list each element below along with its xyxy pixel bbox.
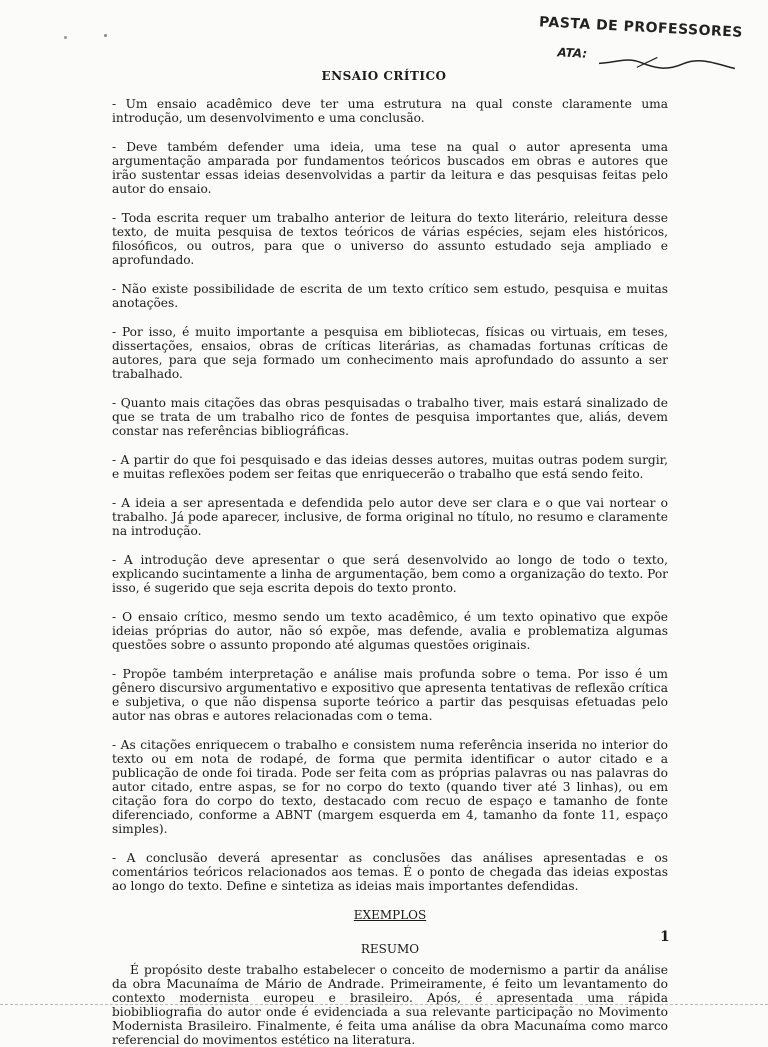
paragraph: - Propõe também interpretação e análise mais profunda sobre o tema. Por isso é um gênero discursivo argumentativo e expositivo que apresenta tentativas de reflexão crítica e subjetiva, o que não dispensa suporte teórico a partir das pesquisas efetuadas pelo autor nas obras e autores relacionadas com o tema. (112, 667, 668, 723)
resumo-paragraph: É propósito deste trabalho estabelecer o conceito de modernismo a partir da análise da obra Macunaíma de Mário de Andrade. Primeiramente, é feito um levantamento do contexto modernista europeu e brasileiro. Após, é apresentada uma rápida biobibliografia do autor onde é evidenciada a sua relevante participação no Movimento Modernista Brasileiro. Finalmente, é feita uma análise da obra Macunaíma como marco referencial do movimentos estético na literatura. (112, 963, 668, 1047)
stamp-ata-label: ATA: (557, 45, 588, 61)
page-title: ENSAIO CRÍTICO (321, 69, 447, 83)
scan-speck (104, 34, 107, 37)
scan-edge-line (0, 1004, 768, 1006)
document-body (112, 97, 668, 1047)
paragraph: - O ensaio crítico, mesmo sendo um texto acadêmico, é um texto opinativo que expõe ideias próprias do autor, não só expõe, mas defende, avalia e problematiza algumas questões sobre o assunto propondo até algumas questões originais. (112, 610, 668, 652)
paragraph: - Deve também defender uma ideia, uma tese na qual o autor apresenta uma argumentação amparada por fundamentos teóricos buscados em obras e autores que irão sustentar essas ideias desenvolvidas a partir da leitura e das pesquisas feitas pelo autor do ensaio. (112, 140, 668, 196)
paragraph: - A conclusão deverá apresentar as conclusões das análises apresentadas e os comentários teóricos relacionados aos temas. É o ponto de chegada das ideias expostas ao longo do texto. Define e sintetiza as ideias mais importantes defendidas. (112, 851, 668, 893)
page-number: 1 (660, 929, 670, 945)
paragraph: - A ideia a ser apresentada e defendida pelo autor deve ser clara e o que vai nortear o trabalho. Já pode aparecer, inclusive, de forma original no título, no resumo e claramente na introdução. (112, 496, 668, 538)
paragraph: - Toda escrita requer um trabalho anterior de leitura do texto literário, releitura desse texto, de muita pesquisa de textos teóricos de várias espécies, sejam eles históricos, filosóficos, ou outros, para que o universo do assunto estudado seja ampliado e aprofundado. (112, 211, 668, 267)
paragraph: - Não existe possibilidade de escrita de um texto crítico sem estudo, pesquisa e muitas anotações. (112, 282, 668, 310)
examples-heading: EXEMPLOS (353, 908, 427, 922)
paragraph: - A partir do que foi pesquisado e das ideias desses autores, muitas outras podem surgir, e muitas reflexões podem ser feitas que enriquecerão o trabalho que está sendo feito. (112, 453, 668, 481)
paragraph: - Um ensaio acadêmico deve ter uma estrutura na qual conste claramente uma introdução, um desenvolvimento e uma conclusão. (112, 97, 668, 125)
paragraph: - A introdução deve apresentar o que será desenvolvido ao longo de todo o texto, explicando sucintamente a linha de argumentação, bem como a organização do texto. Por isso, é sugerido que seja escrita depois do texto pronto. (112, 553, 668, 595)
stamp-label: PASTA DE PROFESSORES (538, 14, 744, 41)
scan-speck (64, 36, 67, 39)
resumo-heading: RESUMO (360, 942, 420, 956)
paragraph: - Por isso, é muito importante a pesquisa em bibliotecas, físicas ou virtuais, em teses, dissertações, ensaios, obras de críticas literárias, as chamadas fortunas críticas de autores, para que seja formado um conhecimento mais aprofundado do assunto a ser trabalhado. (112, 325, 668, 381)
paragraph: - As citações enriquecem o trabalho e consistem numa referência inserida no interior do texto ou em nota de rodapé, de forma que permita identificar o autor citado e a publicação de onde foi tirada. Pode ser feita com as próprias palavras ou nas palavras do autor citado, entre aspas, se for no corpo do texto (quando tiver até 3 linhas), ou em citação fora do corpo do texto, destacado com recuo de espaço e tamanho de fonte diferenciado, conforme a ABNT (margem esquerda em 4, tamanho da fonte 11, espaço simples). (112, 738, 668, 836)
paragraph: - Quanto mais citações das obras pesquisadas o trabalho tiver, mais estará sinalizado de que se trata de um trabalho rico de fontes de pesquisa importantes que, aliás, devem constar nas referências bibliográficas. (112, 396, 668, 438)
